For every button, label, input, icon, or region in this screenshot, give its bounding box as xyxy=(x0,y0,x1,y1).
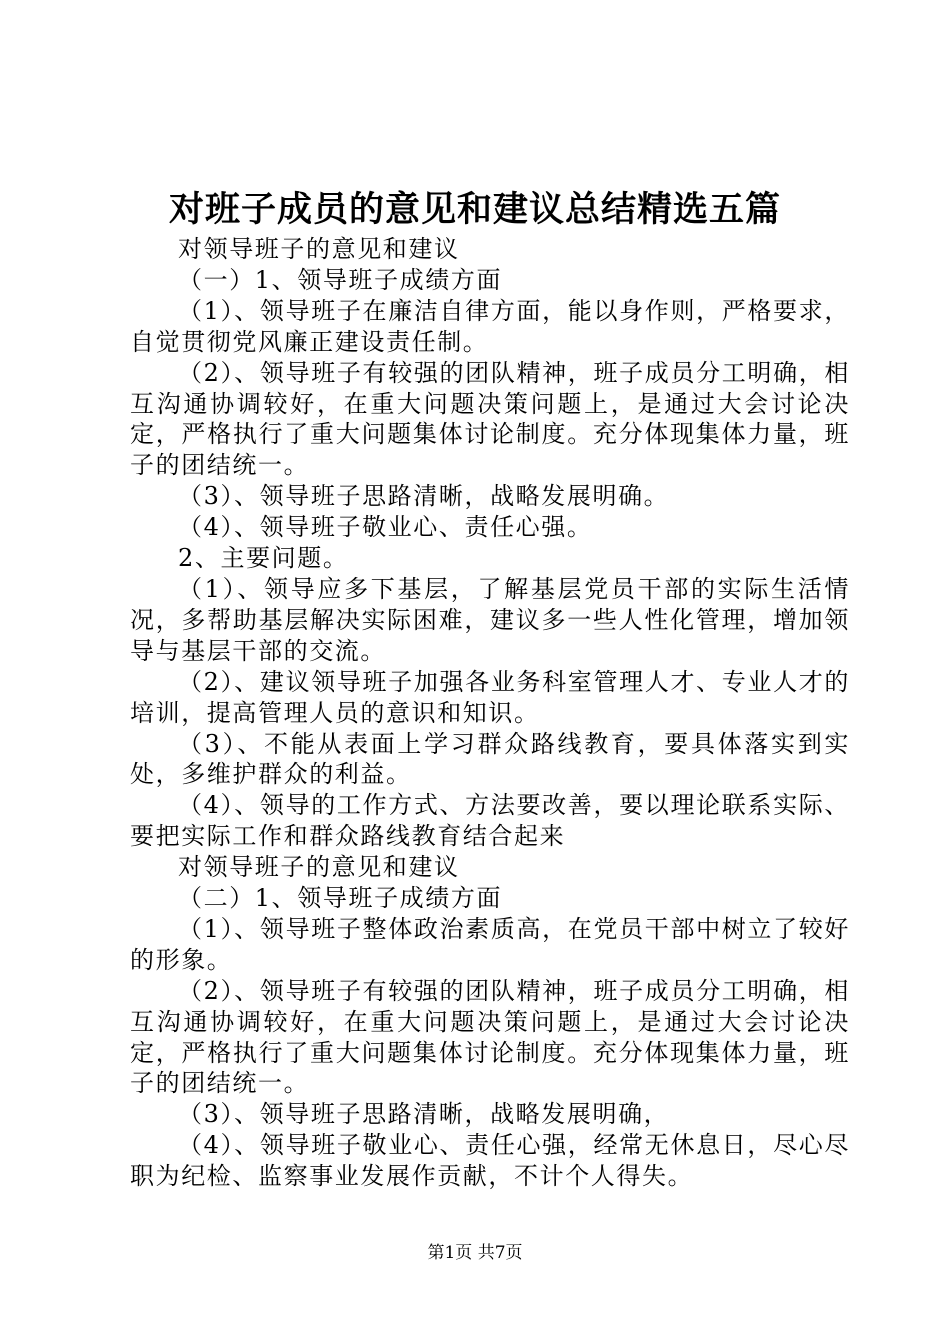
paragraph: 2、主要问题。 xyxy=(178,544,349,573)
paragraph: （4）、领导的工作方式、方法要改善，要以理论联系实际、要把实际工作和群众路线教育结合起来 xyxy=(130,791,850,851)
paragraph: （2）、建议领导班子加强各业务科室管理人才、专业人才的培训，提高管理人员的意识和知识。 xyxy=(130,667,850,727)
paragraph: （2）、领导班子有较强的团队精神，班子成员分工明确，相互沟通协调较好，在重大问题决策问题上，是通过大会讨论决定，严格执行了重大问题集体讨论制度。充分体现集体力量，班子的团结统一。 xyxy=(130,976,850,1098)
document-body xyxy=(130,234,850,1192)
page-number-footer: 第1页 共7页 xyxy=(427,1243,523,1263)
paragraph: （1）、领导班子在廉洁自律方面，能以身作则，严格要求，自觉贯彻党风廉正建设责任制。 xyxy=(130,296,850,356)
paragraph: （3）、不能从表面上学习群众路线教育，要具体落实到实处，多维护群众的利益。 xyxy=(130,729,850,789)
paragraph: 对领导班子的意见和建议 xyxy=(178,235,460,263)
paragraph: （4）、领导班子敬业心、责任心强，经常无休息日，尽心尽职为纪检、监察事业发展作贡献，不计个人得失。 xyxy=(130,1131,850,1191)
paragraph: （3）、领导班子思路清晰，战略发展明确。 xyxy=(178,482,670,511)
paragraph: （4）、领导班子敬业心、责任心强。 xyxy=(178,513,593,542)
paragraph: （1）、领导班子整体政治素质高，在党员干部中树立了较好的形象。 xyxy=(130,914,850,974)
paragraph: （1）、领导应多下基层，了解基层党员干部的实际生活情况，多帮助基层解决实际困难，建议多一些人性化管理，增加领导与基层干部的交流。 xyxy=(130,574,850,665)
paragraph: （2）、领导班子有较强的团队精神，班子成员分工明确，相互沟通协调较好，在重大问题决策问题上，是通过大会讨论决定，严格执行了重大问题集体讨论制度。充分体现集体力量，班子的团结统一。 xyxy=(130,358,850,480)
paragraph: （一）1、领导班子成绩方面 xyxy=(178,265,503,294)
document-title: 对班子成员的意见和建议总结精选五篇 xyxy=(168,189,781,230)
paragraph: （二）1、领导班子成绩方面 xyxy=(178,884,503,913)
paragraph: （3）、领导班子思路清晰，战略发展明确， xyxy=(178,1100,670,1129)
paragraph: 对领导班子的意见和建议 xyxy=(178,853,460,882)
